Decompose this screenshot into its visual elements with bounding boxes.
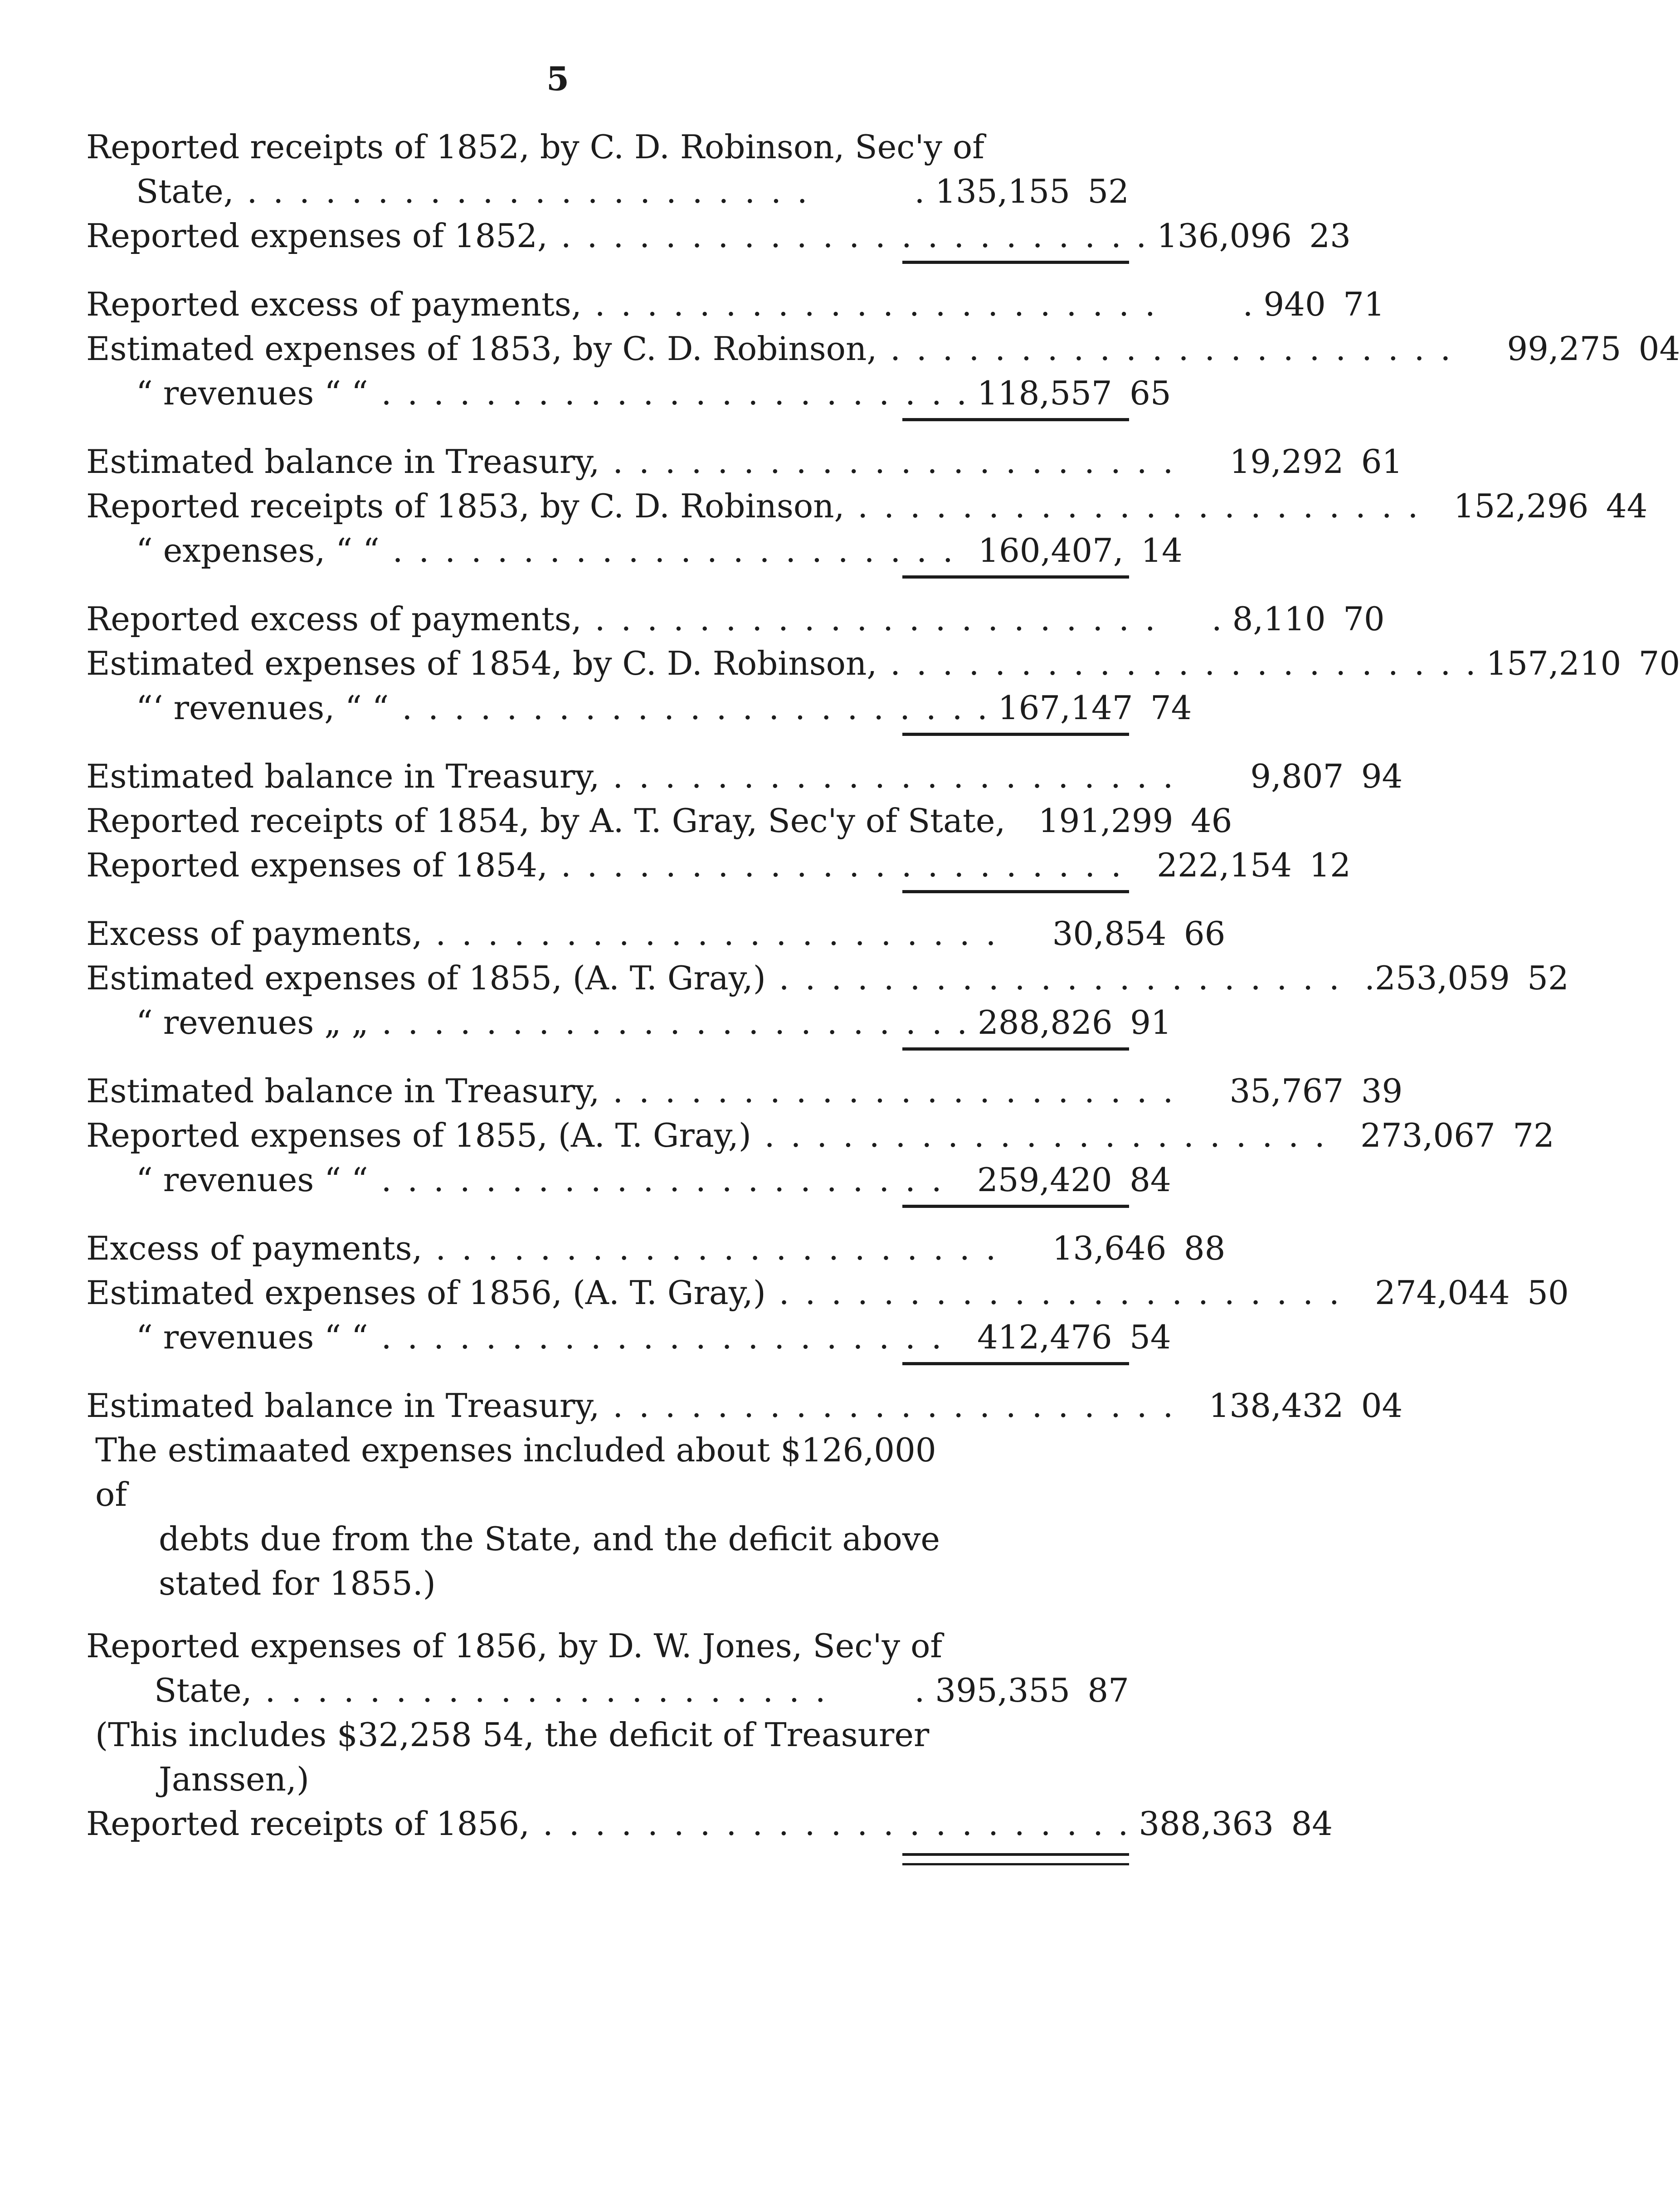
page-number: 5 [546, 59, 570, 98]
row-dollars: . 167,147 [977, 689, 1133, 727]
row-cents: 66 [1183, 915, 1226, 953]
row-label: Estimated expenses of 1853, by C. D. Robinson, . . [86, 326, 1453, 371]
row-label: Reported receipts of 1852, by C. D. Robinson, Sec'y of [86, 128, 984, 166]
row-dollars: . 388,363 [1118, 1805, 1274, 1843]
ledger-row [86, 1226, 1226, 1270]
ledger-row [86, 484, 1648, 528]
row-label: Reported expenses of 1855, (A. T. Gray,) . . [86, 1113, 1328, 1158]
total-rule [902, 418, 1129, 421]
row-cents: 12 [1309, 846, 1351, 884]
row-dollars: 152,296 [1453, 487, 1589, 525]
ledger-row [86, 214, 1351, 258]
row-dollars: 19,292 [1229, 443, 1344, 481]
ledger-row [86, 911, 1226, 956]
total-rule [902, 1362, 1129, 1365]
row-label: Estimated expenses of 1856, (A. T. Gray,) . . [86, 1270, 1342, 1315]
row-label: Reported expenses of 1854, . . [86, 843, 1124, 887]
deficit-note [86, 1713, 957, 1801]
row-label: Estimated balance in Treasury, . . [86, 754, 1176, 798]
row-dollars: .253,059 [1364, 959, 1510, 997]
row-dollars: 99,275 [1507, 330, 1622, 368]
total-rule [902, 1205, 1129, 1208]
row-cents: 74 [1150, 689, 1192, 727]
row-dollars: . 288,826 [957, 1003, 1113, 1041]
ledger-row [86, 169, 1129, 214]
row-label: Estimated balance in Treasury, . . [86, 1383, 1176, 1428]
row-cents: 65 [1130, 374, 1171, 412]
row-cents: 44 [1606, 487, 1648, 525]
row-dollars: . 136,096 [1136, 217, 1292, 255]
row-cents: 61 [1361, 443, 1403, 481]
row-cents: 94 [1361, 757, 1403, 795]
row-dollars: . 8,110 [1211, 600, 1326, 638]
double-rule [902, 1853, 1129, 1865]
total-rule [902, 733, 1129, 736]
spacer [86, 1606, 1129, 1624]
total-rule [902, 575, 1129, 579]
row-cents: 52 [1527, 959, 1569, 997]
note-line: The estimaated expenses included about $126,000 of [95, 1431, 936, 1514]
ledger-row [86, 956, 1569, 1000]
ledger-row [86, 1624, 1129, 1668]
row-dollars: 160,407, [978, 531, 1124, 569]
row-cents: 23 [1309, 217, 1351, 255]
row-dollars: . 118,557 [956, 374, 1112, 412]
row-cents: 39 [1361, 1072, 1403, 1110]
ledger-row [86, 641, 1680, 686]
row-label: Reported receipts of 1853, by C. D. Robinson, . . [86, 484, 1421, 528]
note-line: Janssen,) [159, 1760, 310, 1798]
row-cents: 71 [1343, 285, 1385, 323]
row-dollars: 222,154 [1157, 846, 1292, 884]
row-dollars: 259,420 [977, 1161, 1112, 1199]
row-label: “ revenues “ “ . . [86, 1315, 945, 1359]
row-cents: 52 [1087, 172, 1129, 210]
row-label: “ revenues “ “ . . [86, 371, 945, 415]
row-label: Estimated balance in Treasury, . . [86, 439, 1176, 484]
ledger-row [86, 282, 1385, 326]
ledger-row [86, 528, 1183, 573]
ledger-row [86, 1069, 1403, 1113]
estimate-note [86, 1428, 957, 1606]
ledger-row [86, 1113, 1554, 1158]
row-cents: 50 [1527, 1274, 1569, 1312]
ledger-row [86, 1383, 1403, 1428]
row-dollars: 35,767 [1229, 1072, 1344, 1110]
ledger-row [86, 1801, 1333, 1846]
row-cents: 54 [1130, 1318, 1171, 1356]
row-label: Estimated expenses of 1854, by C. D. Robinson, . . [86, 641, 1453, 686]
note-line: stated for 1855.) [159, 1564, 436, 1602]
row-label: Reported expenses of 1856, by D. W. Jones, Sec'y of [86, 1627, 943, 1665]
row-cents: 87 [1087, 1671, 1129, 1709]
row-label: Reported receipts of 1854, by A. T. Gray, Sec'y of State, [86, 802, 1006, 840]
row-cents: 46 [1190, 802, 1232, 840]
row-label: Reported excess of payments, . . [86, 597, 1158, 641]
row-dollars: 13,646 [1052, 1229, 1167, 1267]
ledger-row [86, 843, 1351, 887]
row-dollars: 191,299 [1038, 802, 1174, 840]
row-cents: 91 [1130, 1003, 1172, 1041]
row-label: Estimated balance in Treasury, . . [86, 1069, 1176, 1113]
row-cents: 84 [1130, 1161, 1171, 1199]
row-cents: 70 [1343, 600, 1385, 638]
ledger-row [86, 371, 1171, 415]
total-rule [902, 261, 1129, 264]
row-label: Excess of payments, . . [86, 1226, 999, 1270]
row-cents: 70 [1638, 644, 1680, 682]
row-label: Excess of payments, . . [86, 911, 999, 956]
ledger-row [86, 1668, 1129, 1713]
ledger-row [86, 439, 1403, 484]
row-dollars: . 395,355 [914, 1671, 1070, 1709]
row-label: “ expenses, “ “ . . [86, 528, 956, 573]
row-label: Reported receipts of 1856, . . [86, 1801, 1106, 1846]
ledger-row [86, 686, 1192, 730]
row-label: Reported expenses of 1852, . . [86, 214, 1124, 258]
row-label: “‘ revenues, “ “ . . [86, 686, 965, 730]
ledger-row [86, 597, 1385, 641]
ledger-row [86, 125, 1129, 169]
row-cents: 04 [1361, 1387, 1403, 1425]
row-dollars: 138,432 [1208, 1387, 1344, 1425]
row-label: “ revenues „ „ . . [86, 1000, 945, 1045]
row-label: State, . . [86, 169, 902, 214]
row-dollars: 30,854 [1052, 915, 1167, 953]
row-cents: 04 [1638, 330, 1680, 368]
row-label: Estimated expenses of 1855, (A. T. Gray,) . . [86, 956, 1342, 1000]
total-rule [902, 890, 1129, 893]
total-rule [902, 1047, 1129, 1051]
row-cents: 14 [1141, 531, 1183, 569]
ledger-row [86, 1000, 1172, 1045]
row-dollars: . 157,210 [1465, 644, 1622, 682]
row-cents: 72 [1513, 1116, 1554, 1154]
row-dollars: 274,044 [1375, 1274, 1510, 1312]
row-dollars: . 940 [1242, 285, 1326, 323]
ledger-row [86, 326, 1680, 371]
ledger-row [86, 1158, 1171, 1202]
note-line: debts due from the State, and the deficit above [159, 1520, 940, 1558]
ledger-row [86, 1270, 1569, 1315]
ledger-row [86, 1315, 1171, 1359]
row-cents: 88 [1183, 1229, 1226, 1267]
ledger-row [86, 798, 1232, 843]
row-dollars: 412,476 [977, 1318, 1112, 1356]
row-dollars: . 135,155 [914, 172, 1070, 210]
row-cents: 84 [1291, 1805, 1333, 1843]
row-label: “ revenues “ “ . . [86, 1158, 945, 1202]
ledger [86, 125, 1680, 1865]
ledger-row [86, 754, 1403, 798]
row-dollars: 9,807 [1250, 757, 1344, 795]
row-dollars: 273,067 [1360, 1116, 1495, 1154]
note-line: (This includes $32,258 54, the deficit of Treasurer [95, 1716, 930, 1754]
row-label: State, . . [86, 1668, 902, 1713]
row-label: Reported excess of payments, . . [86, 282, 1158, 326]
